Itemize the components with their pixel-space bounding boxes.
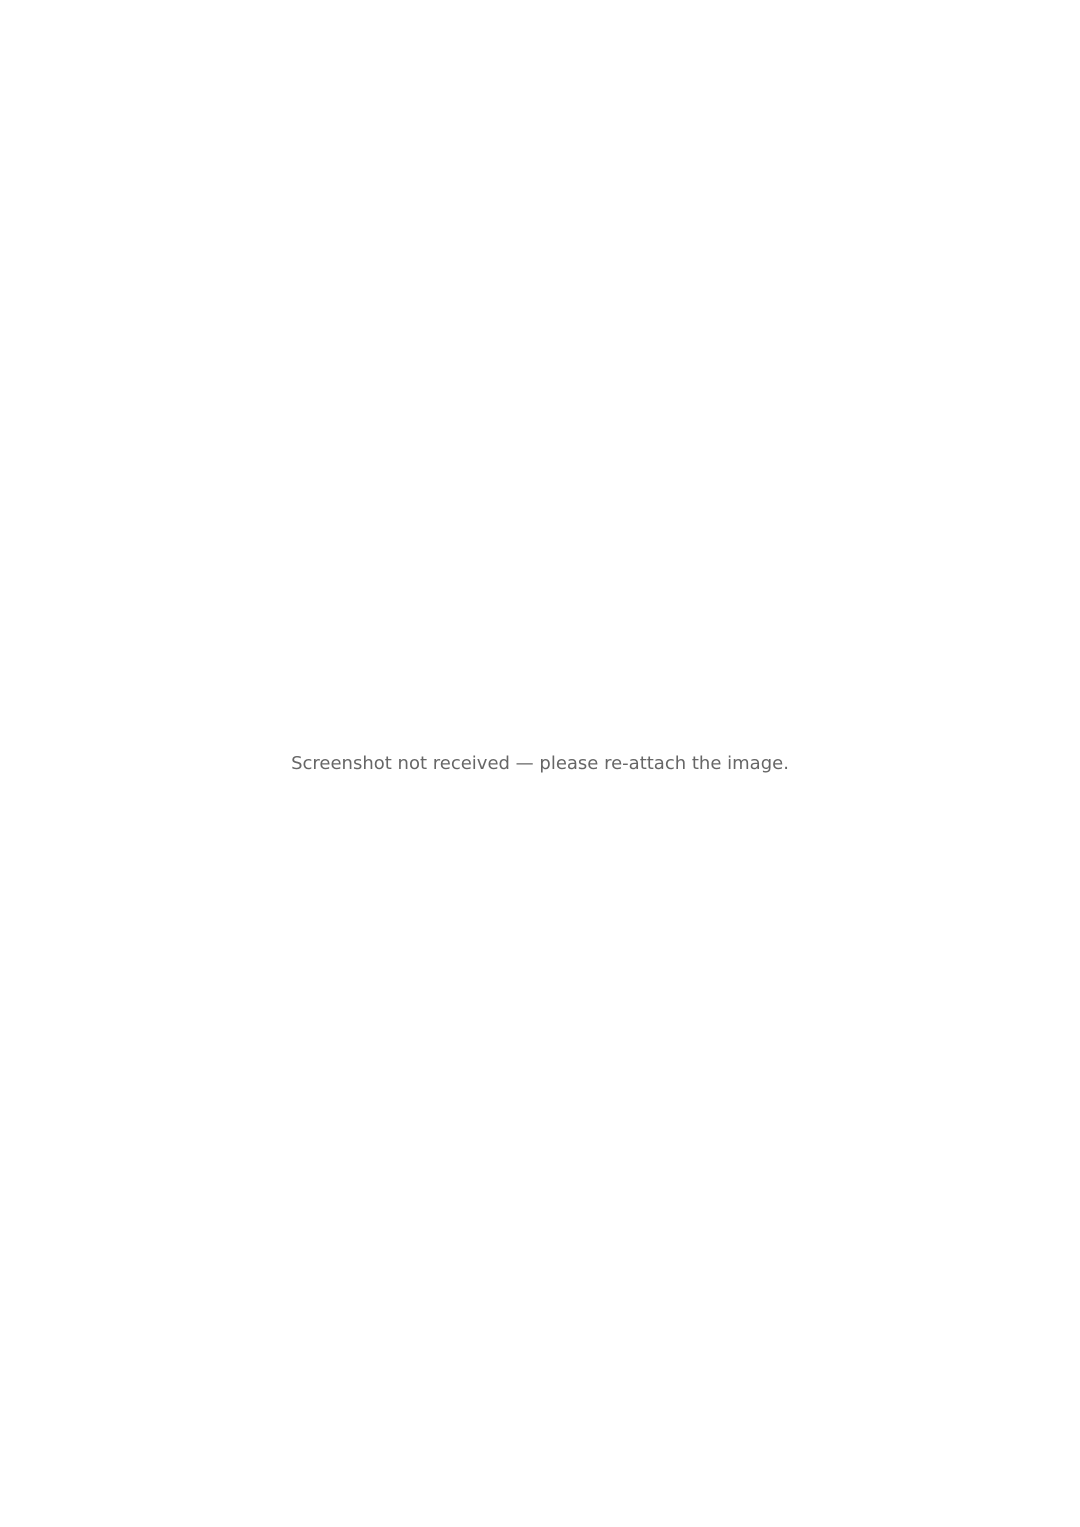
placeholder-message: Screenshot not received — please re-attach the image.	[291, 753, 789, 774]
